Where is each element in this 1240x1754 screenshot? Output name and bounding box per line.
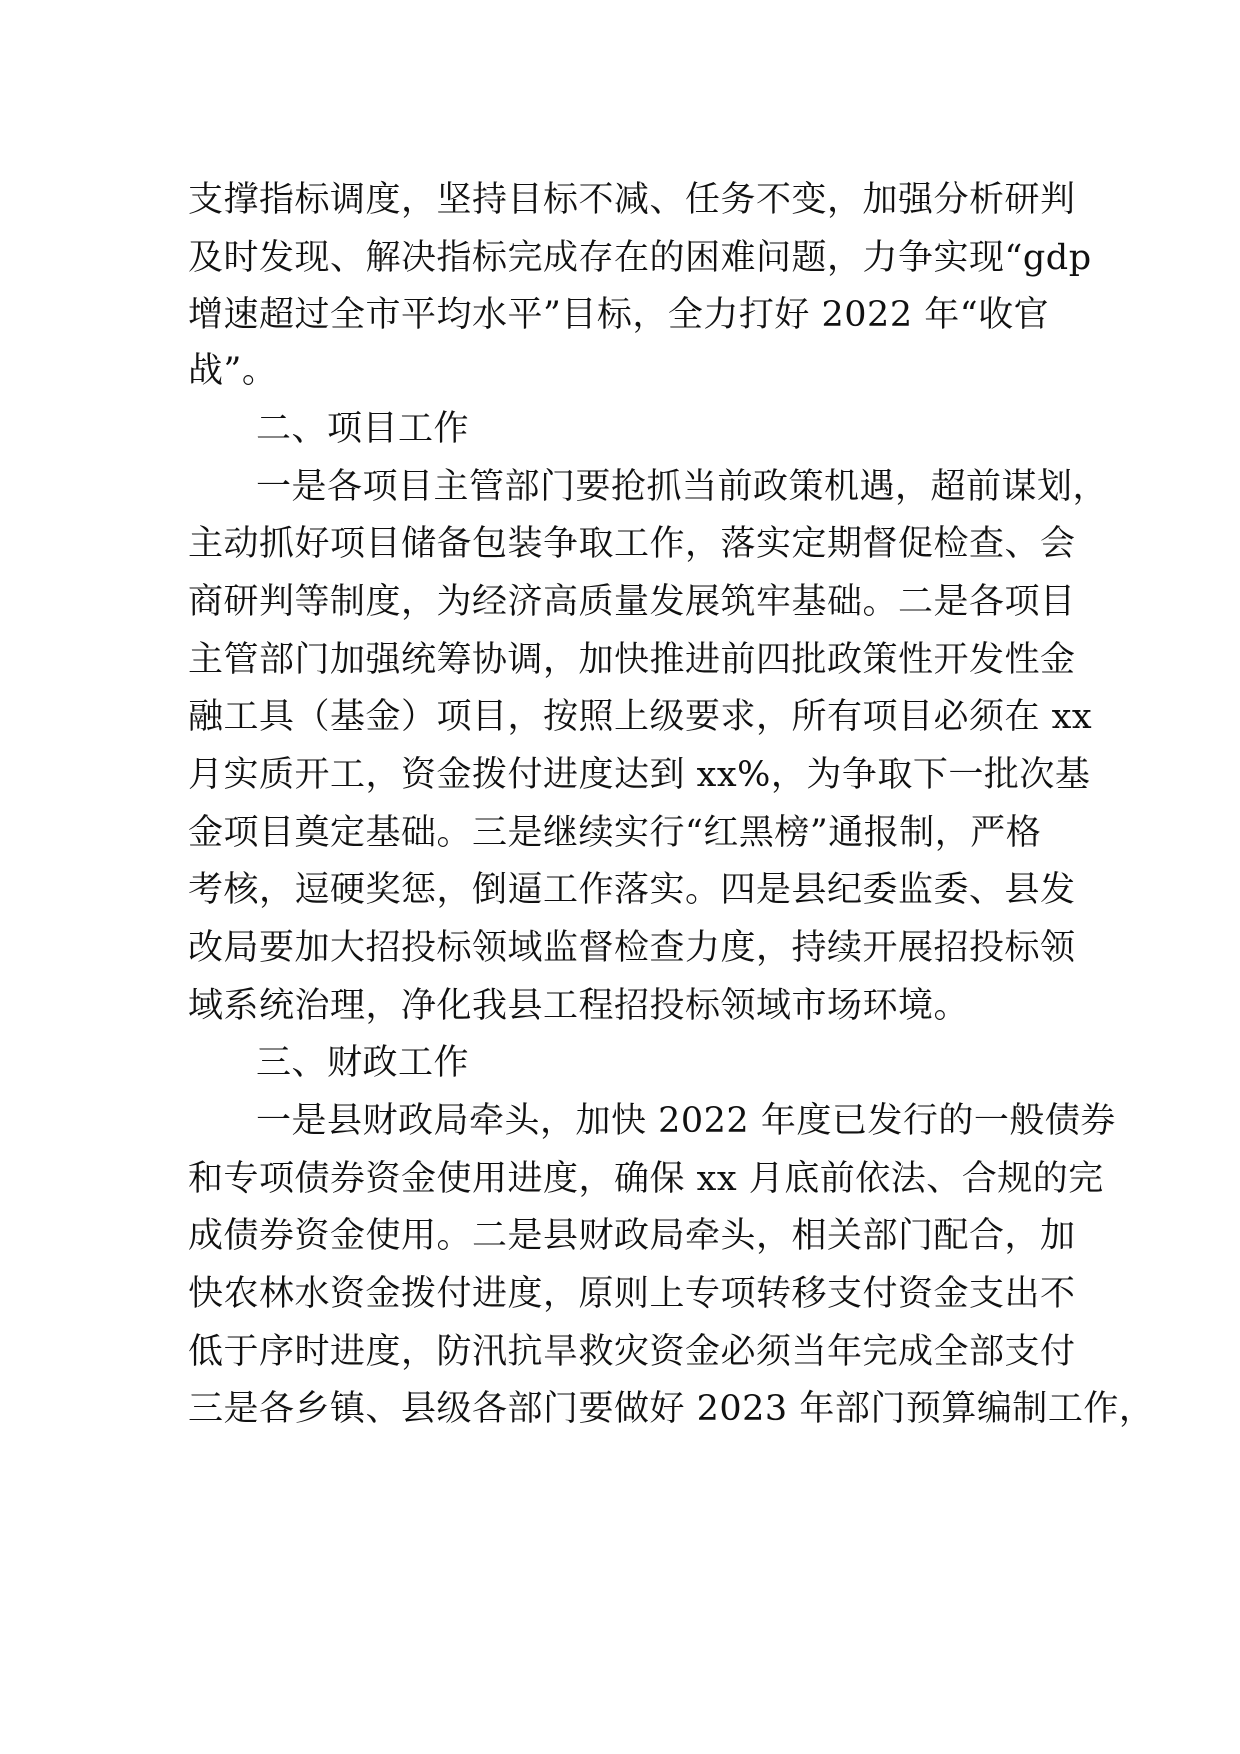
paragraph-line: 成债券资金使用。二是县财政局牵头，相关部门配合，加 xyxy=(188,1216,1076,1256)
paragraph-line: 主管部门加强统筹协调，加快推进前四批政策性开发性金 xyxy=(188,640,1076,680)
paragraph-line: 一是各项目主管部门要抢抓当前政策机遇，超前谋划， xyxy=(256,467,1109,507)
paragraph-line: 战”。 xyxy=(188,351,278,391)
paragraph-line: 金项目奠定基础。三是继续实行“红黑榜”通报制，严格 xyxy=(188,813,1042,853)
paragraph-line: 及时发现、解决指标完成存在的困难问题，力争实现“gdp xyxy=(188,238,1092,278)
paragraph-line: 支撑指标调度，坚持目标不减、任务不变，加强分析研判 xyxy=(188,180,1076,220)
section-heading-finance: 三、财政工作 xyxy=(256,1043,470,1083)
paragraph-line: 快农林水资金拨付进度，原则上专项转移支付资金支出不 xyxy=(188,1274,1076,1314)
paragraph-line: 融工具（基金）项目，按照上级要求，所有项目必须在 xx xyxy=(188,697,1093,737)
paragraph-line: 月实质开工，资金拨付进度达到 xx%，为争取下一批次基 xyxy=(188,755,1091,795)
paragraph-line: 三是各乡镇、县级各部门要做好 2023 年部门预算编制工作， xyxy=(188,1389,1155,1429)
paragraph-line: 和专项债券资金使用进度，确保 xx 月底前依法、合规的完 xyxy=(188,1159,1104,1199)
paragraph-line: 一是县财政局牵头，加快 2022 年度已发行的一般债券 xyxy=(256,1101,1116,1141)
paragraph-line: 低于序时进度，防汛抗旱救灾资金必须当年完成全部支付 xyxy=(188,1332,1076,1372)
paragraph-line: 域系统治理，净化我县工程招投标领域市场环境。 xyxy=(188,986,970,1026)
paragraph-line: 增速超过全市平均水平”目标，全力打好 2022 年“收官 xyxy=(188,295,1050,335)
paragraph-line: 考核，逗硬奖惩，倒逼工作落实。四是县纪委监委、县发 xyxy=(188,870,1076,910)
paragraph-line: 改局要加大招投标领域监督检查力度，持续开展招投标领 xyxy=(188,928,1076,968)
paragraph-line: 主动抓好项目储备包装争取工作，落实定期督促检查、会 xyxy=(188,524,1076,564)
paragraph-line: 商研判等制度，为经济高质量发展筑牢基础。二是各项目 xyxy=(188,582,1076,622)
section-heading-projects: 二、项目工作 xyxy=(256,409,470,449)
